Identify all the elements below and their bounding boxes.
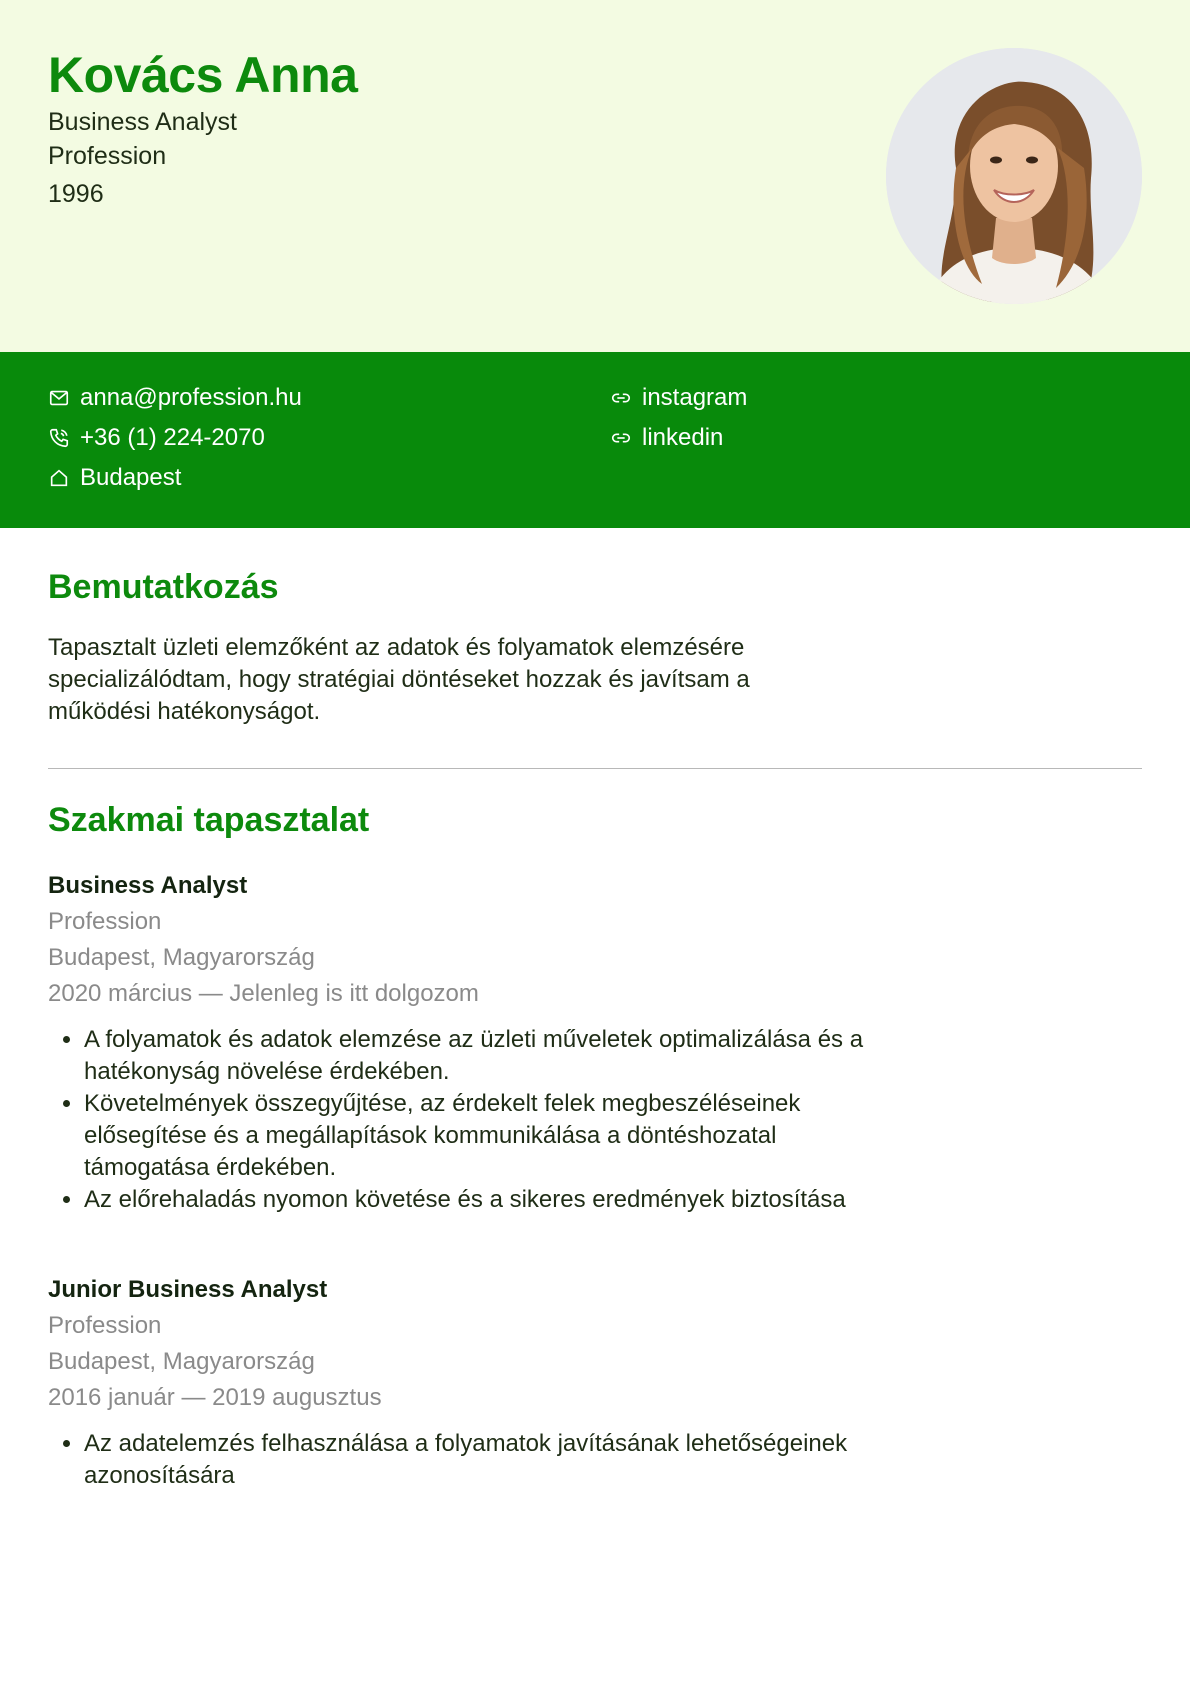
job-bullets xyxy=(48,1024,868,1216)
job-company: Profession xyxy=(48,908,162,935)
contact-email[interactable] xyxy=(48,384,302,412)
experience-title: Szakmai tapasztalat xyxy=(48,801,370,839)
birth-year: 1996 xyxy=(48,180,104,208)
job-location: Budapest, Magyarország xyxy=(48,1348,315,1375)
candidate-role: Business Analyst xyxy=(48,108,237,136)
job-bullet: • Az adatelemzés felhasználása a folyamatok javításának lehetőségeinek azonosítására xyxy=(84,1428,868,1492)
section-divider xyxy=(48,768,1142,769)
about-title: Bemutatkozás xyxy=(48,568,279,606)
job-entry xyxy=(48,1272,868,1492)
portrait-illustration xyxy=(886,48,1142,304)
contact-phone-text: +36 (1) 224-2070 xyxy=(80,424,265,451)
candidate-company: Profession xyxy=(48,142,167,170)
phone-icon xyxy=(48,427,70,449)
job-company: Profession xyxy=(48,1312,162,1339)
contact-city-text: Budapest xyxy=(80,464,182,491)
job-bullet: • Követelmények összegyűjtése, az érdekelt felek megbeszéléseinek elősegítése és a megállapítások kommunikálása a döntéshozatal támogatása érdekében. xyxy=(84,1088,868,1184)
candidate-name: Kovács Anna xyxy=(48,47,358,103)
envelope-icon xyxy=(48,387,70,409)
contact-phone[interactable] xyxy=(48,424,265,452)
home-icon xyxy=(48,467,70,489)
header xyxy=(0,0,1190,352)
job-location: Budapest, Magyarország xyxy=(48,944,315,971)
contact-linkedin-text: linkedin xyxy=(642,424,724,451)
about-text: Tapasztalt üzleti elemzőként az adatok és folyamatok elemzésére specializálódtam, hogy stratégiai döntéseket hozzak és javítsam a működési hatékonyságot. xyxy=(48,634,750,725)
job-title: Junior Business Analyst xyxy=(48,1276,328,1303)
contact-instagram[interactable] xyxy=(610,384,747,412)
job-entry xyxy=(48,868,868,1216)
link-icon xyxy=(610,387,632,409)
job-period: 2020 március — Jelenleg is itt dolgozom xyxy=(48,980,479,1007)
job-period: 2016 január — 2019 augusztus xyxy=(48,1384,382,1411)
contact-instagram-text: instagram xyxy=(642,384,748,411)
contact-email-text: anna@profession.hu xyxy=(80,384,302,411)
job-bullet: • Az előrehaladás nyomon követése és a sikeres eredmények biztosítása xyxy=(84,1184,868,1216)
job-title: Business Analyst xyxy=(48,872,248,899)
contact-band xyxy=(0,352,1190,528)
link-icon xyxy=(610,427,632,449)
profile-photo xyxy=(886,48,1142,304)
job-bullets xyxy=(48,1428,868,1492)
contact-linkedin[interactable] xyxy=(610,424,723,452)
contact-city xyxy=(48,464,181,492)
job-bullet: • A folyamatok és adatok elemzése az üzleti műveletek optimalizálása és a hatékonyság növelése érdekében. xyxy=(84,1024,868,1088)
